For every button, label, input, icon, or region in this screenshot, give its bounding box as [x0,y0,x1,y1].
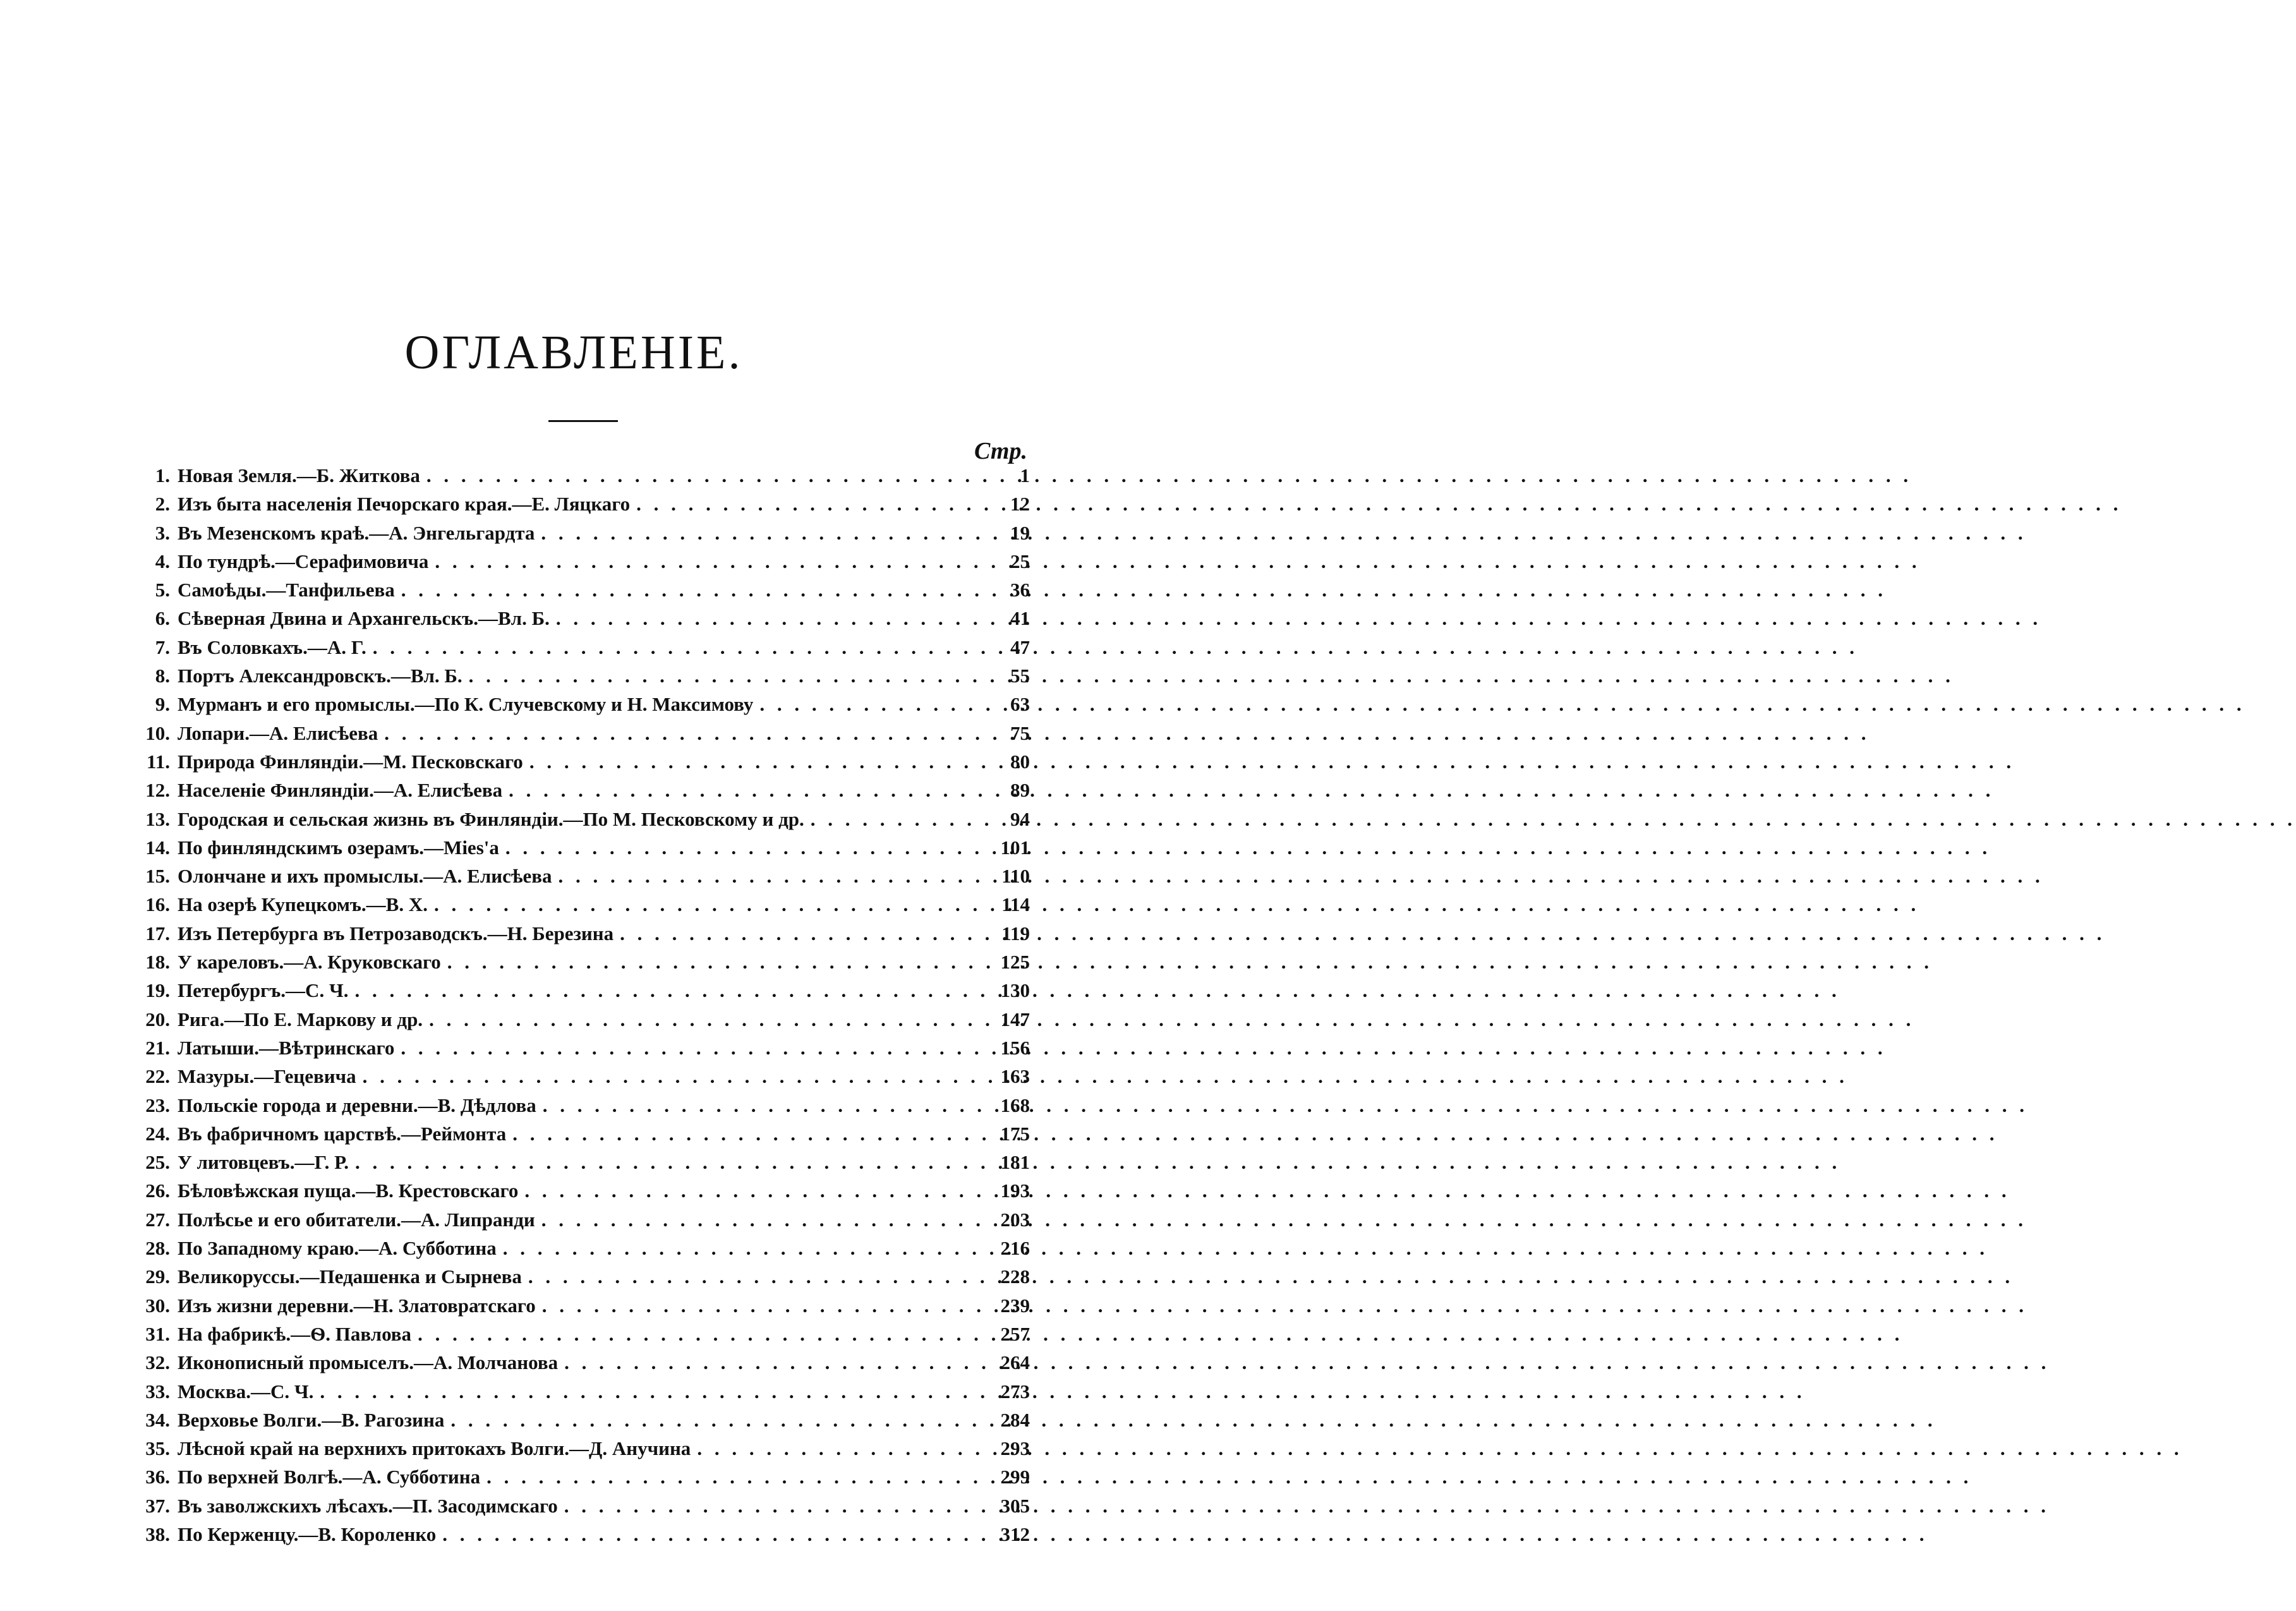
toc-entry [130,1380,1030,1409]
toc-entry-number: 38. [145,1523,170,1545]
toc-dot-leader [564,1351,983,1374]
toc-entry-title: Верховье Волги.—В. Рагозина [178,1408,445,1431]
toc-dot-leader [528,1265,983,1288]
toc-dot-leader [541,522,983,545]
toc-entry-number: 35. [145,1437,170,1460]
toc-dot-leader [426,464,983,487]
toc-entry-number: 16. [145,893,170,916]
toc-dot-leader [401,579,983,601]
toc-entry-page: 293 [1000,1437,1030,1460]
toc-entry-page: 63 [1010,693,1030,716]
toc-entry-page: 147 [1000,1008,1030,1030]
toc-entry-number: 18. [145,951,170,974]
toc-entry-title: Въ заволжскихъ лѣсахъ.—П. Засодимскаго [178,1494,558,1517]
toc-entry [130,1037,1030,1065]
toc-entry-number: 21. [145,1036,170,1059]
toc-entry-number: 36. [145,1466,170,1488]
toc-dot-leader [564,1495,983,1517]
toc-entry-page: 101 [1000,836,1030,859]
toc-entry-number: 13. [145,807,170,830]
toc-entry [130,1323,1030,1351]
toc-entry-title: Петербургъ.—С. Ч. [178,979,349,1002]
toc-dot-leader [384,722,983,745]
toc-entry-page: 36 [1010,579,1030,601]
toc-entry [130,1523,1030,1552]
toc-dot-leader [811,808,983,831]
toc-entry-title: Портъ Александровскъ.—Вл. Б. [178,665,462,687]
page-column-label: Стр. [974,438,1027,464]
toc-entry-page: 41 [1010,607,1030,630]
toc-entry [130,1209,1030,1237]
toc-entry-title: Иконописный промыселъ.—А. Молчанова [178,1351,559,1374]
toc-entry-title: Лѣсной край на верхнихъ притокахъ Волги.—Д. Анучина [178,1437,691,1460]
toc-entry-number: 27. [145,1208,170,1231]
toc-dot-leader [556,607,983,630]
toc-dot-leader [759,693,983,716]
toc-entry-title: Полѣсье и его обитатели.—А. Липранди [178,1208,535,1231]
toc-dot-leader [434,893,983,916]
toc-entry-title: У кареловъ.—А. Круковскаго [178,951,441,974]
toc-dot-leader [486,1466,983,1488]
toc-dot-leader [355,1151,983,1174]
toc-entry [130,1123,1030,1151]
toc-entry-title: Изъ жизни деревни.—Н. Златовратскаго [178,1294,536,1317]
toc-entry-page: 130 [1000,979,1030,1002]
toc-entry-page: 228 [1000,1265,1030,1288]
toc-entry-page: 80 [1010,750,1030,773]
toc-dot-leader [697,1437,983,1460]
toc-entry-page: 110 [1001,865,1030,888]
toc-entry [130,893,1030,922]
toc-entry-page: 12 [1010,493,1030,516]
toc-entry-number: 12. [145,779,170,802]
toc-dot-leader [524,1180,983,1202]
toc-entry-number: 17. [145,922,170,944]
toc-entry-page: 55 [1010,665,1030,687]
toc-entry-title: Бѣловѣжская пуща.—В. Крестовскаго [178,1180,519,1202]
toc-dot-leader [542,1294,983,1317]
toc-entry [130,951,1030,979]
document-page [0,0,1147,1611]
toc-entry-number: 6. [155,607,170,630]
table-of-contents [130,464,1030,1552]
page-title: ОГЛАВЛЕНIЕ. [404,326,743,379]
toc-entry-title: По верхней Волгѣ.—А. Субботина [178,1466,481,1488]
toc-entry-page: 1 [1020,464,1030,486]
toc-entry-title: По финляндскимъ озерамъ.—Mies'a [178,836,499,859]
toc-entry-title: Москва.—С. Ч. [178,1380,314,1403]
toc-entry-number: 9. [155,693,170,716]
toc-entry-number: 26. [145,1180,170,1202]
toc-entry [130,1495,1030,1523]
toc-entry-title: Мурманъ и его промыслы.—По К. Случевскому и Н. Максимову [178,693,754,716]
toc-entry [130,1466,1030,1494]
toc-entry [130,607,1030,636]
toc-entry-number: 7. [155,636,170,658]
toc-entry-number: 3. [155,521,170,544]
toc-entry-title: Природа Финляндіи.—М. Песковскаго [178,750,523,773]
toc-entry-title: Рига.—По Е. Маркову и др. [178,1008,423,1030]
toc-dot-leader [558,865,983,888]
toc-entry-number: 4. [155,550,170,572]
toc-entry [130,493,1030,521]
toc-entry [130,808,1030,836]
toc-entry [130,1008,1030,1037]
toc-entry [130,550,1030,579]
toc-entry-page: 216 [1000,1237,1030,1260]
toc-entry [130,722,1030,751]
toc-dot-leader [543,1094,983,1117]
toc-entry-page: 181 [1000,1151,1030,1174]
toc-dot-leader [620,922,983,945]
toc-entry [130,1409,1030,1437]
toc-entry-number: 29. [145,1265,170,1288]
toc-entry [130,693,1030,721]
toc-entry-page: 175 [1000,1122,1030,1145]
toc-entry-title: Въ Мезенскомъ краѣ.—А. Энгельгардта [178,521,535,544]
toc-entry [130,836,1030,865]
toc-dot-leader [429,1008,983,1031]
toc-entry-page: 257 [1000,1322,1030,1345]
toc-dot-leader [435,550,983,573]
toc-entry-number: 28. [145,1237,170,1260]
toc-dot-leader [503,1237,983,1260]
toc-entry-number: 23. [145,1094,170,1116]
toc-entry-title: Въ фабричномъ царствѣ.—Реймонта [178,1122,507,1145]
toc-entry [130,522,1030,550]
toc-entry-page: 89 [1010,779,1030,802]
toc-entry [130,1294,1030,1323]
toc-entry [130,865,1030,893]
toc-dot-leader [636,493,983,516]
toc-entry-page: 156 [1000,1036,1030,1059]
toc-entry-number: 31. [145,1322,170,1345]
toc-dot-leader [401,1037,983,1059]
toc-entry-number: 24. [145,1122,170,1145]
toc-entry-title: На фабрикѣ.—Ѳ. Павлова [178,1322,412,1345]
toc-entry-title: Изъ Петербурга въ Петрозаводскъ.—Н. Березина [178,922,614,944]
toc-entry-number: 10. [145,721,170,744]
toc-dot-leader [505,836,983,859]
title-divider [548,420,618,422]
toc-entry-number: 30. [145,1294,170,1317]
toc-dot-leader [363,1065,983,1088]
toc-entry-title: У литовцевъ.—Г. Р. [178,1151,349,1174]
toc-entry [130,922,1030,951]
toc-entry [130,1437,1030,1466]
toc-entry-title: Великоруссы.—Педашенка и Сырнева [178,1265,522,1288]
toc-entry-title: Олончане и ихъ промыслы.—А. Елисѣева [178,865,552,888]
toc-entry-title: По Керженцу.—В. Короленко [178,1523,437,1545]
toc-dot-leader [509,779,983,802]
toc-entry-number: 22. [145,1065,170,1088]
toc-entry-page: 125 [1000,951,1030,974]
toc-dot-leader [447,951,983,974]
toc-entry [130,665,1030,693]
toc-entry-page: 114 [1001,893,1030,916]
toc-entry-number: 33. [145,1380,170,1403]
toc-entry [130,1265,1030,1294]
toc-entry-title: Самоѣды.—Танфильева [178,579,395,601]
toc-entry-page: 94 [1010,807,1030,830]
toc-dot-leader [469,665,983,687]
toc-entry-title: Польскіе города и деревни.—В. Дѣдлова [178,1094,536,1116]
toc-entry-title: Въ Соловкахъ.—А. Г. [178,636,366,658]
toc-entry-page: 163 [1000,1065,1030,1088]
toc-dot-leader [450,1409,983,1432]
toc-entry-page: 19 [1010,521,1030,544]
toc-entry-number: 5. [155,579,170,601]
toc-entry-number: 2. [155,493,170,516]
toc-entry-page: 168 [1000,1094,1030,1116]
toc-entry-number: 20. [145,1008,170,1030]
toc-entry [130,1351,1030,1380]
toc-entry [130,1094,1030,1123]
toc-entry [130,751,1030,779]
toc-entry-title: Латыши.—Вѣтринскаго [178,1036,395,1059]
toc-entry-title: Новая Земля.—Б. Житкова [178,464,420,486]
toc-entry-title: Лопари.—А. Елисѣева [178,721,378,744]
toc-entry-page: 25 [1010,550,1030,572]
toc-entry-number: 15. [145,865,170,888]
toc-dot-leader [529,751,983,773]
toc-entry-page: 47 [1010,636,1030,658]
toc-entry-title: Мазуры.—Гецевича [178,1065,356,1088]
toc-entry [130,979,1030,1008]
toc-entry-page: 305 [1000,1494,1030,1517]
toc-entry-title: На озерѣ Купецкомъ.—В. Х. [178,893,428,916]
toc-entry-number: 25. [145,1151,170,1174]
toc-dot-leader [541,1209,983,1231]
toc-entry-page: 239 [1000,1294,1030,1317]
toc-entry-title: Сѣверная Двина и Архангельскъ.—Вл. Б. [178,607,550,630]
toc-entry-page: 119 [1001,922,1030,944]
toc-entry-title: Городская и сельская жизнь въ Финляндіи.—По М. Песковскому и др. [178,807,804,830]
toc-entry-number: 34. [145,1408,170,1431]
toc-dot-leader [354,979,983,1002]
toc-dot-leader [442,1523,983,1546]
toc-entry-page: 193 [1000,1180,1030,1202]
toc-entry-page: 284 [1000,1408,1030,1431]
toc-dot-leader [512,1123,983,1145]
toc-entry [130,636,1030,665]
toc-entry [130,1151,1030,1180]
toc-entry-page: 312 [1000,1523,1030,1545]
toc-entry-title: По тундрѣ.—Серафимовича [178,550,429,572]
toc-entry-page: 273 [1000,1380,1030,1403]
toc-entry [130,464,1030,493]
toc-entry-page: 203 [1000,1208,1030,1231]
toc-dot-leader [373,636,983,659]
toc-entry [130,1065,1030,1094]
toc-entry-number: 1. [155,464,170,486]
toc-entry [130,1237,1030,1265]
toc-entry-number: 8. [155,665,170,687]
toc-dot-leader [320,1380,983,1403]
toc-entry-title: Изъ быта населенія Печорскаго края.—Е. Ляцкаго [178,493,631,516]
toc-entry-number: 11. [146,750,170,773]
toc-entry-number: 32. [145,1351,170,1374]
toc-entry-title: Населеніе Финляндіи.—А. Елисѣева [178,779,503,802]
toc-dot-leader [418,1323,983,1346]
toc-entry-page: 264 [1000,1351,1030,1374]
toc-entry [130,1180,1030,1208]
toc-entry [130,579,1030,607]
toc-entry-number: 37. [145,1494,170,1517]
toc-entry-page: 75 [1010,721,1030,744]
toc-entry-title: По Западному краю.—А. Субботина [178,1237,497,1260]
toc-entry-number: 19. [145,979,170,1002]
toc-entry [130,779,1030,807]
toc-entry-page: 299 [1000,1466,1030,1488]
toc-entry-number: 14. [145,836,170,859]
